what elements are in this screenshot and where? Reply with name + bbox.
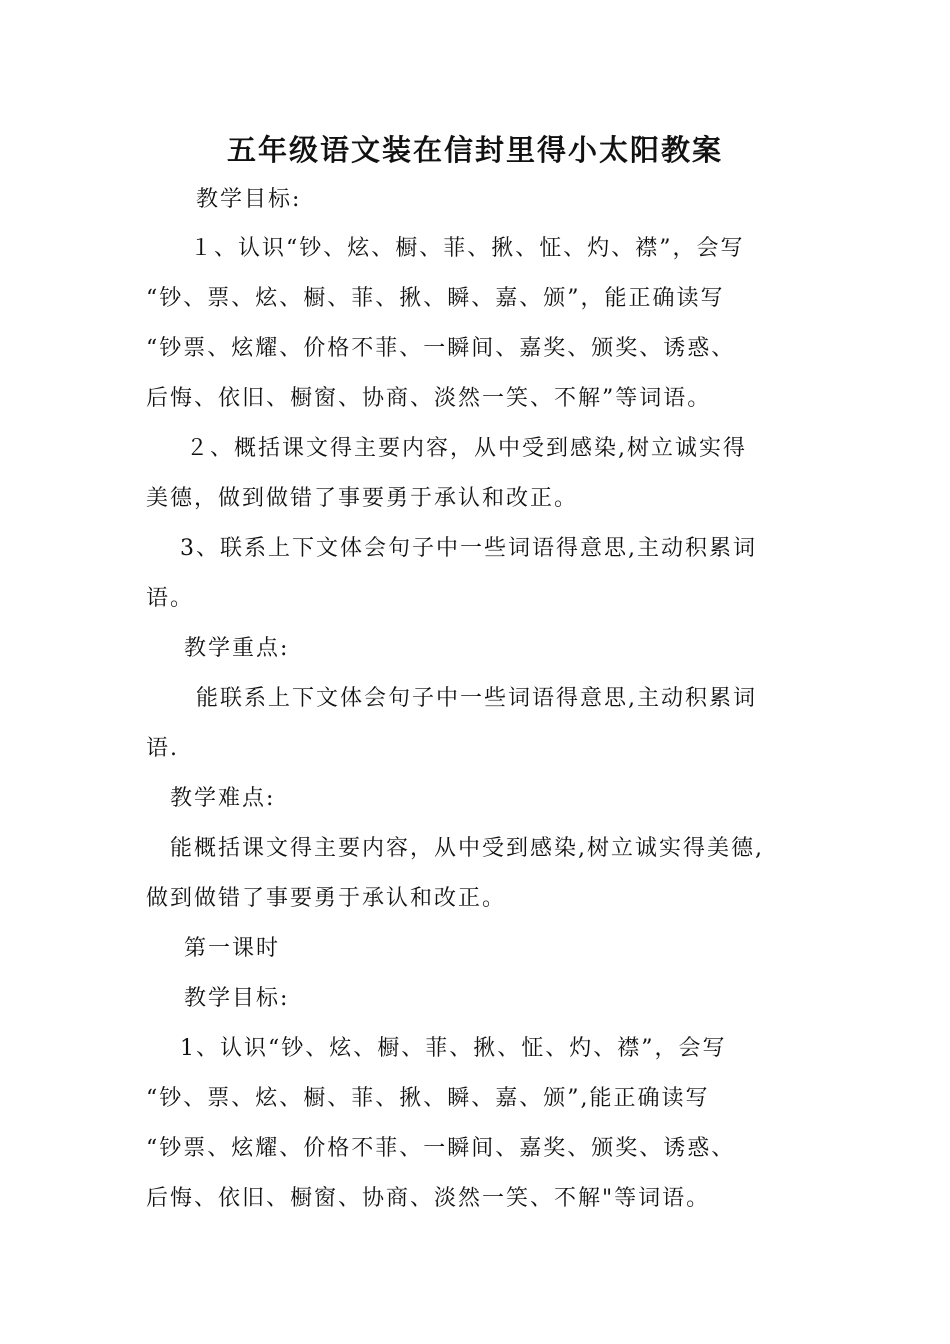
lesson-goal-1-line-2: “钞、票、炫、橱、菲、揪、瞬、嘉、颁”,能正确读写 xyxy=(146,1086,710,1111)
goal-2-line-2: 美德，做到做错了事要勇于承认和改正。 xyxy=(146,486,579,511)
lesson-goal-1-line-1: 1、认识“钞、炫、橱、菲、揪、怔、灼、襟”，会写 xyxy=(180,1036,727,1061)
goal-3-line-1: 3、联系上下文体会句子中一些词语得意思,主动积累词 xyxy=(180,536,757,561)
section-heading-lesson-goals: 教学目标: xyxy=(184,986,290,1011)
section-heading-teaching-goals: 教学目标: xyxy=(196,187,302,212)
key-point-line-2: 语. xyxy=(146,736,179,761)
section-heading-difficulties: 教学难点: xyxy=(170,786,276,811)
goal-3-line-2: 语。 xyxy=(146,586,195,611)
goal-1-line-1: １、认识“钞、炫、橱、菲、揪、怔、灼、襟”，会写 xyxy=(190,236,745,261)
goal-1-line-2: “钞、票、炫、橱、菲、揪、瞬、嘉、颁”，能正确读写 xyxy=(146,286,725,311)
key-point-line-1: 能联系上下文体会句子中一些词语得意思,主动积累词 xyxy=(196,686,757,711)
goal-1-line-3: “钞票、炫耀、价格不菲、一瞬间、嘉奖、颁奖、诱惑、 xyxy=(146,336,736,361)
document-title: 五年级语文装在信封里得小太阳教案 xyxy=(226,133,723,167)
lesson-goal-1-line-4: 后悔、依旧、橱窗、协商、淡然一笑、不解"等词语。 xyxy=(146,1186,711,1211)
goal-2-line-1: ２、概括课文得主要内容，从中受到感染,树立诚实得 xyxy=(186,436,747,461)
section-heading-key-points: 教学重点: xyxy=(184,636,290,661)
lesson-goal-1-line-3: “钞票、炫耀、价格不菲、一瞬间、嘉奖、颁奖、诱惑、 xyxy=(146,1136,736,1161)
difficulty-line-2: 做到做错了事要勇于承认和改正。 xyxy=(146,886,507,911)
section-heading-first-lesson: 第一课时 xyxy=(184,936,281,961)
difficulty-line-1: 能概括课文得主要内容，从中受到感染,树立诚实得美德, xyxy=(170,836,764,861)
goal-1-line-4: 后悔、依旧、橱窗、协商、淡然一笑、不解”等词语。 xyxy=(146,386,712,411)
